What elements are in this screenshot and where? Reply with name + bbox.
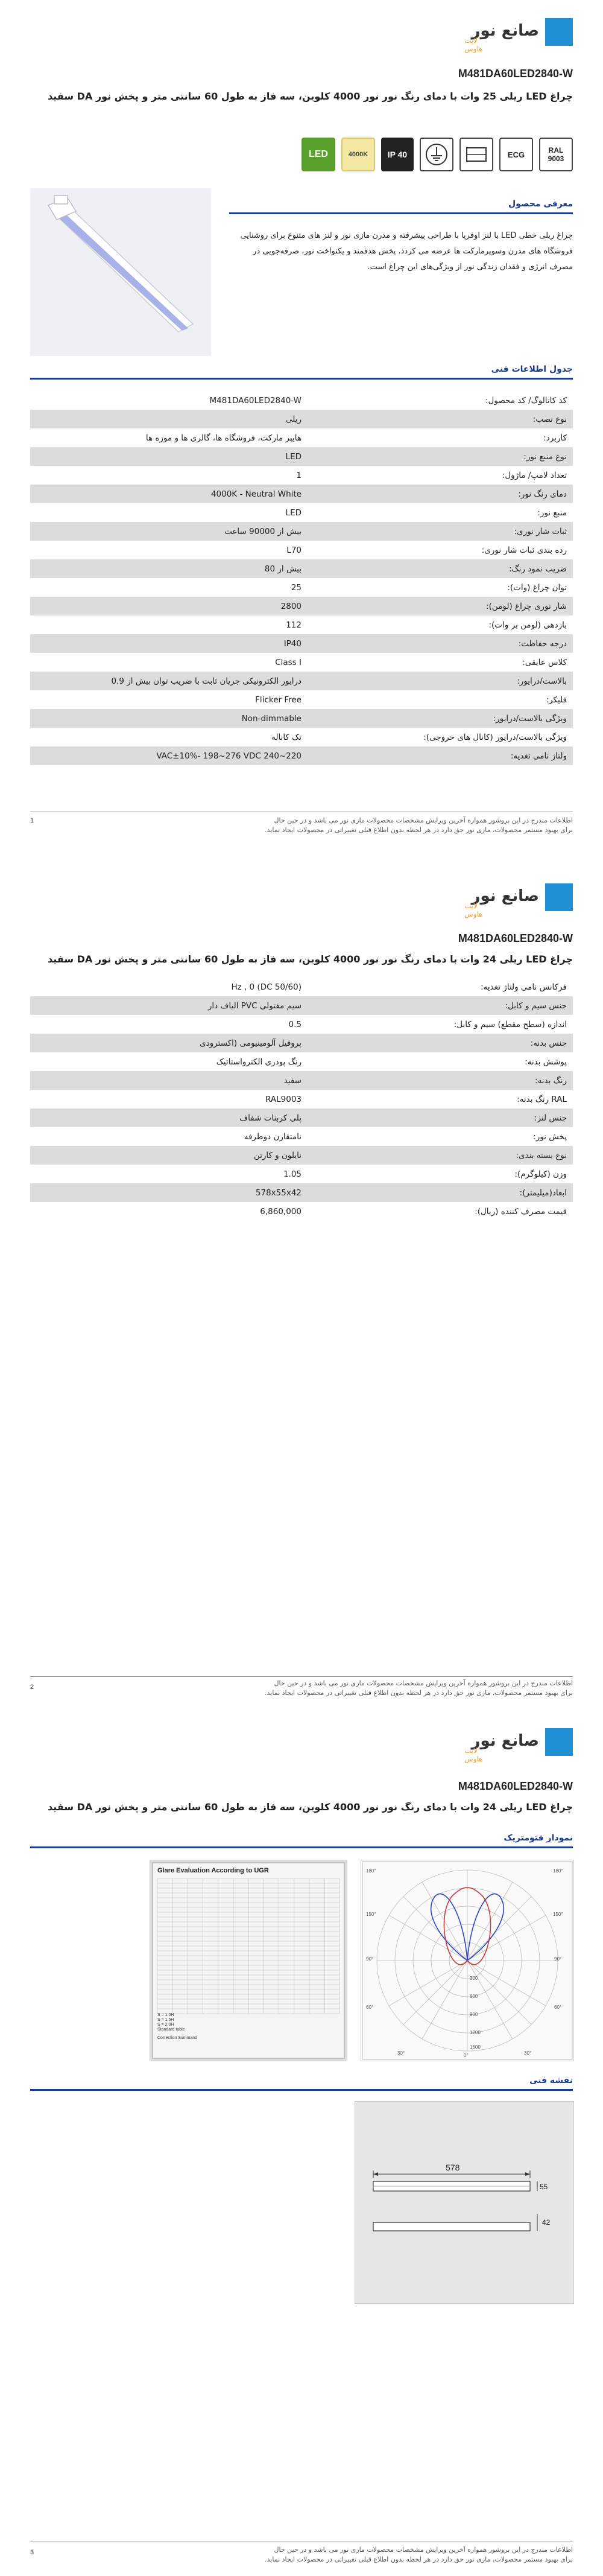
spec-value: درایور الکترونیکی جریان ثابت با ضریب توان بیش از 0.9	[30, 672, 308, 690]
spec-label: دمای رنگ نور:	[308, 485, 573, 503]
glare-title: Glare Evaluation According to UGR	[157, 1867, 269, 1874]
dimension-height: 42	[542, 2218, 551, 2227]
spec-row	[30, 522, 573, 541]
spec-label: کد کاتالوگ/ کد محصول:	[485, 395, 567, 405]
logo-mark-icon	[545, 1728, 573, 1756]
spec-row	[30, 1146, 573, 1165]
photometric-heading: نمودار فتومتریک	[504, 1833, 573, 1843]
spec-value: 578x55x42	[30, 1183, 308, 1202]
product-image	[30, 188, 211, 356]
spec-row	[30, 1165, 573, 1183]
spec-label: اندازه (سطح مقطع) سیم و کابل:	[453, 1019, 567, 1029]
spec-row	[30, 428, 573, 447]
spec-row	[30, 541, 573, 559]
spec-value: رنگ پودری الکترواستاتیک	[216, 1057, 302, 1067]
intro-text: چراغ ریلی خطی LED با لنز اوفریا با طراحی پیشرفته و مدرن مازی نور و لنز های متنوع برای روشنایی فروشگاه های مدرن وسوپرمارکت ها عرضه می کردد. پخش هدفمند و یکنواخت نور، صرفه‌جویی در مصرف انرژی و فقدان زندگی نور از ویژگی‌های این چراغ است.	[240, 231, 573, 272]
spec-label: فلیکر:	[546, 695, 567, 705]
spec-value: Non-dimmable	[30, 709, 308, 728]
spec-row	[30, 1108, 573, 1127]
product-code: M481DA60LED2840-W	[458, 932, 573, 944]
page-3	[0, 1702, 603, 2576]
spec-value: LED	[30, 447, 308, 466]
footer-disclaimer: اطلاعات مندرج در این بروشور همواره آخرین ویرایش مشخصات محصولات مازی نور می باشد و در حین حال برای بهبود مستمر محصولات، مازی نور حق دارد در هر لحظه بدون اطلاع قبلی تغییراتی در محصولات ایجاد نماید.	[265, 2546, 573, 2563]
spec-row	[30, 597, 573, 615]
spec-row	[30, 709, 573, 728]
spec-label: RAL رنگ بدنه:	[517, 1094, 567, 1104]
spec-label: جنس لنز:	[308, 1108, 573, 1127]
logo-subtitle: لایت هاوس	[464, 1746, 483, 1763]
dimension-width: 55	[540, 2183, 548, 2191]
spec-row	[30, 1090, 573, 1108]
spec-row	[30, 1127, 573, 1146]
footer-divider	[30, 1676, 573, 1677]
spec-value: ریلی	[30, 410, 308, 428]
spec-label: قیمت مصرف کننده (ریال):	[475, 1206, 567, 1216]
earth-ground-icon	[420, 138, 453, 171]
spec-value: L70	[286, 545, 302, 555]
spec-value: M481DA60LED2840-W	[209, 395, 302, 405]
spec-label: نوع بسته بندی:	[308, 1146, 573, 1165]
spec-row	[30, 1071, 573, 1090]
product-title: چراغ LED ریلی 25 وات با دمای رنگ نور نور 4000 کلوین، سه فاز به طول 60 سانتی متر و پخش نور DA سفید	[48, 91, 573, 102]
spec-label: ابعاد(میلیمتر):	[308, 1183, 573, 1202]
drawing-heading-underline	[30, 2089, 573, 2091]
spec-label: کلاس عایقی:	[522, 657, 567, 667]
page-2	[0, 851, 603, 1702]
logo-word: صانع نور	[471, 887, 539, 905]
spec-label: تعداد لامپ/ ماژول:	[502, 470, 567, 480]
logo-subtitle: لایت هاوس	[464, 36, 483, 53]
spec-label: ثبات شار نوری:	[308, 522, 573, 541]
spec-value: 0.5	[288, 1019, 302, 1029]
spec-value: 4000K - Neutral White	[30, 485, 308, 503]
spec-label: جنس بدنه:	[308, 1034, 573, 1052]
spec-row	[30, 578, 573, 597]
polar-angle-label: 180°	[553, 1868, 563, 1874]
photometric-heading-underline	[30, 1846, 573, 1848]
spec-value: سفید	[30, 1071, 308, 1090]
spec-row	[30, 672, 573, 690]
page-number: 2	[30, 1684, 34, 1691]
polar-angle-label: 90°	[554, 1956, 562, 1962]
page-number: 3	[30, 2549, 34, 2556]
footer-disclaimer: اطلاعات مندرج در این بروشور همواره آخرین ویرایش مشخصات محصولات مازی نور می باشد و در حین حال برای بهبود مستمر محصولات، مازی نور حق دارد در هر لحظه بدون اطلاع قبلی تغییراتی در محصولات ایجاد نماید.	[265, 816, 573, 834]
polar-ring-label: 900	[470, 2012, 478, 2017]
spec-value: نامتقارن دوطرفه	[244, 1131, 302, 1142]
spec-value: 2800	[30, 597, 308, 615]
spec-value: 6,860,000	[260, 1206, 302, 1216]
spec-row	[30, 559, 573, 578]
spec-label: وزن (کیلوگرم):	[514, 1169, 567, 1179]
glare-evaluation-table	[150, 1860, 347, 2061]
spec-row	[30, 466, 573, 485]
spec-row	[30, 746, 573, 765]
spec-row	[30, 615, 573, 634]
page-number: 1	[30, 817, 34, 824]
spec-heading: جدول اطلاعات فنی	[491, 364, 573, 374]
intro-heading-underline	[229, 212, 573, 214]
spec-row	[30, 634, 573, 653]
product-title: چراغ LED ریلی 24 وات با دمای رنگ نور نور 4000 کلوین، سه فاز به طول 60 سانتی متر و پخش نور DA سفید	[48, 953, 573, 965]
spec-value: بیش از 80	[30, 559, 308, 578]
spec-label: ویژگی بالاست/درایور (کانال های خروجی):	[423, 732, 567, 742]
spec-value: هایپر مارکت، فروشگاه ها، گالری ها و موزه ها	[145, 433, 302, 443]
spec-value: 112	[286, 620, 302, 630]
polar-angle-label: 60°	[554, 2005, 562, 2010]
dimension-length: 578	[446, 2163, 460, 2172]
spec-value: 1.05	[283, 1169, 302, 1179]
spec-label: ویژگی بالاست/درایور:	[308, 709, 573, 728]
spec-label: رنگ بدنه:	[308, 1071, 573, 1090]
logo-word: صانع نور	[471, 22, 539, 40]
brand-logo	[464, 16, 573, 58]
spec-label: شار نوری چراغ (لومن):	[308, 597, 573, 615]
spec-row	[30, 1183, 573, 1202]
brand-logo	[464, 881, 573, 923]
spec-row	[30, 1202, 573, 1221]
feature-badges	[302, 138, 573, 173]
spec-value: تک کاناله	[271, 732, 302, 742]
glare-footer-label: S = 2.0H	[157, 2023, 174, 2027]
fixture-side-view	[373, 2222, 530, 2231]
led-badge: LED	[302, 138, 335, 171]
spec-value: Class I	[275, 657, 302, 667]
spec-label: درجه حفاظت:	[308, 634, 573, 653]
spec-value: 1	[296, 470, 302, 480]
footer-disclaimer: اطلاعات مندرج در این بروشور همواره آخرین ویرایش مشخصات محصولات مازی نور می باشد و در حین حال برای بهبود مستمر محصولات، مازی نور حق دارد در هر لحظه بدون اطلاع قبلی تغییراتی در محصولات ایجاد نماید.	[265, 1679, 573, 1697]
spec-label: توان چراغ (وات):	[507, 582, 567, 593]
spec-label: فرکانس نامی ولتاژ تغذیه:	[481, 982, 567, 992]
glare-footer-label: Standard table	[157, 2027, 185, 2032]
product-code: M481DA60LED2840-W	[458, 1780, 573, 1792]
spec-row	[30, 1052, 573, 1071]
polar-angle-label: 30°	[524, 2050, 532, 2056]
polar-ring-label: 600	[470, 1994, 478, 1999]
spec-label: رده بندی ثبات شار نوری:	[481, 545, 567, 555]
polar-ring-label: 300	[470, 1976, 478, 1981]
spec-value: پروفیل آلومینیومی (اکسترودی	[30, 1034, 308, 1052]
ip-rating-badge: IP 40	[381, 138, 414, 171]
spec-row	[30, 1034, 573, 1052]
spec-row	[30, 410, 573, 428]
spec-label: نوع منبع نور:	[308, 447, 573, 466]
intro-heading: معرفی محصول	[508, 199, 573, 209]
spec-value: VAC±10%- 198~276 VDC 240~220	[30, 746, 308, 765]
spec-label: پوشش بدنه:	[525, 1057, 567, 1067]
color-temperature-badge: 4000K	[341, 138, 375, 171]
spec-label: نوع نصب:	[308, 410, 573, 428]
spec-value: RAL9003	[265, 1094, 302, 1104]
spec-row	[30, 653, 573, 672]
brand-logo	[464, 1726, 573, 1768]
polar-angle-label: 60°	[366, 2005, 374, 2010]
spec-row	[30, 1015, 573, 1034]
logo-mark-icon	[545, 18, 573, 46]
spec-heading-underline	[30, 378, 573, 380]
glare-footer-label: Correction Summand	[157, 2036, 198, 2040]
polar-angle-label: 150°	[553, 1912, 563, 1917]
spec-label: ضریب نمود رنگ:	[308, 559, 573, 578]
ral-badge: RAL 9003	[539, 138, 573, 171]
glare-footer-label: S = 1.0H	[157, 2013, 174, 2017]
polar-angle-label: 0°	[464, 2053, 469, 2058]
ecg-badge: ECG	[499, 138, 533, 171]
spec-row	[30, 503, 573, 522]
spec-label: ولتاژ نامی تغذیه:	[308, 746, 573, 765]
drawing-heading: نقشه فنی	[529, 2076, 573, 2085]
logo-subtitle: لایت هاوس	[464, 902, 483, 918]
polar-ring-label: 1200	[470, 2030, 481, 2035]
spec-value: IP40	[30, 634, 308, 653]
spec-label: جنس سیم و کابل:	[308, 996, 573, 1015]
spec-label: منبع نور:	[537, 507, 567, 518]
logo-mark-icon	[545, 883, 573, 911]
polar-angle-label: 90°	[366, 1956, 374, 1962]
logo-word: صانع نور	[471, 1732, 539, 1750]
spec-table-page-2	[30, 978, 573, 1221]
spec-row	[30, 391, 573, 410]
spec-label: بازدهی (لومن بر وات):	[488, 620, 567, 630]
spec-value: LED	[285, 507, 302, 518]
spec-value: Flicker Free	[255, 695, 302, 705]
ambient-temperature-icon	[459, 138, 493, 171]
spec-label: بالاست/درایور:	[308, 672, 573, 690]
spec-value: (Hz , 0 (DC 50/60	[231, 982, 302, 992]
spec-value: سیم مفتولی PVC الياف دار	[30, 996, 308, 1015]
technical-drawing	[355, 2101, 574, 2304]
glare-footer-label: S = 1.5H	[157, 2018, 174, 2022]
spec-value: بیش از 90000 ساعت	[30, 522, 308, 541]
spec-row	[30, 728, 573, 746]
polar-angle-label: 150°	[366, 1912, 376, 1917]
polar-angle-label: 180°	[366, 1868, 376, 1874]
spec-value: 25	[291, 582, 302, 593]
polar-light-distribution-diagram	[361, 1860, 574, 2061]
spec-row	[30, 485, 573, 503]
spec-row	[30, 996, 573, 1015]
spec-row	[30, 447, 573, 466]
spec-table-page-1	[30, 391, 573, 765]
spec-label: کاربرد:	[543, 433, 567, 443]
spec-row	[30, 978, 573, 996]
spec-label: پخش نور:	[533, 1131, 567, 1142]
polar-ring-label: 1500	[470, 2044, 481, 2050]
product-title: چراغ LED ریلی 24 وات با دمای رنگ نور نور 4000 کلوین، سه فاز به طول 60 سانتی متر و پخش نور DA سفید	[48, 1801, 573, 1813]
product-code: M481DA60LED2840-W	[458, 68, 573, 80]
page-1	[0, 0, 603, 851]
spec-value: نایلون و کارتن	[30, 1146, 308, 1165]
polar-angle-label: 30°	[397, 2050, 405, 2056]
spec-value: پلی کربنات شفاف	[30, 1108, 308, 1127]
spec-row	[30, 690, 573, 709]
